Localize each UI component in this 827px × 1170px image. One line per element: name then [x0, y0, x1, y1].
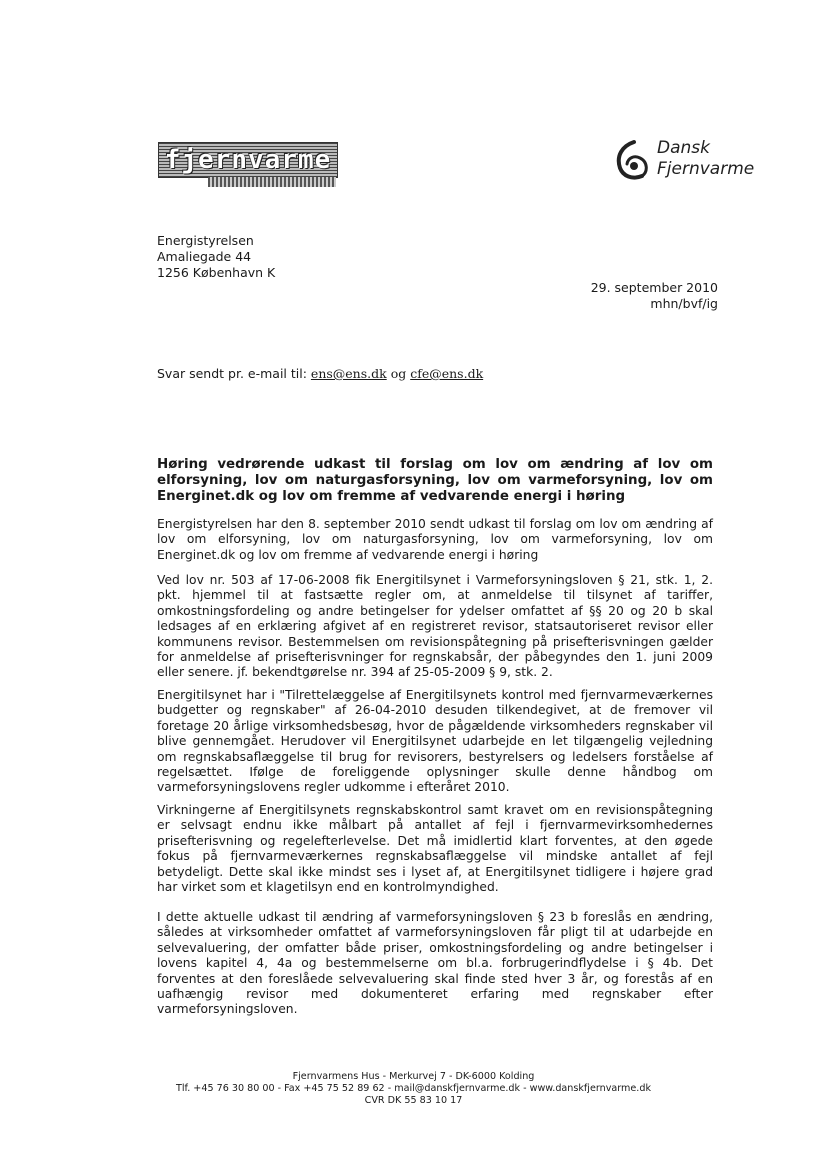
- footer-cvr: CVR DK 55 83 10 17: [364, 1095, 463, 1106]
- email-link-cfe[interactable]: cfe@ens.dk: [410, 366, 484, 381]
- fjernvarme-logo-subline: [208, 177, 336, 187]
- logo-text-dansk: Dansk: [657, 138, 710, 158]
- reply-prefix: Svar sendt pr. e-mail til:: [157, 366, 307, 381]
- letter-heading: Høring vedrørende udkast til forslag om lov om ændring af lov om elforsyning, lov om naturgasforsyning, lov om varmeforsyning, lov om Energinet.dk og lov om fremme af vedvarende energi i høring: [157, 457, 713, 504]
- body-paragraph: I dette aktuelle udkast til ændring af varmeforsyningsloven § 23 b foreslås en ændring, således at virksomheder omfattet af varmeforsyningsloven får pligt til at udarbejde en selvevaluering, der omfatter både priser, omkostningsfordeling og andre betingelser i lovens kapitel 4, 4a og bestemmelserne om bl.a. forbrugerindflydelse i § 4b. Det forventes at den foreslåede selvevaluering skal finde sted hver 3 år, og forestås af en uafhængig revisor med dokumenteret erfaring med regnskaber efter varmeforsyningsloven.: [157, 910, 713, 1017]
- footer-contact: Tlf. +45 76 30 80 00 - Fax +45 75 52 89 62 - mail@danskfjernvarme.dk - www.danskfjernvarme.dk: [176, 1083, 651, 1094]
- footer-address: Fjernvarmens Hus - Merkurvej 7 - DK-6000 Kolding: [292, 1071, 535, 1082]
- swirl-logo-icon: [612, 138, 652, 184]
- recipient-street: Amaliegade 44: [157, 249, 252, 264]
- body-paragraph: Ved lov nr. 503 af 17-06-2008 fik Energitilsynet i Varmeforsyningsloven § 21, stk. 1, 2. pkt. hjemmel til at fastsætte regler om, at anmeldelse til tilsynet af tariffer, omkostningsfordeling og andre betingelser for ydelser omfattet af §§ 20 og 20 b skal ledsages af en erklæring afgivet af en registreret revisor, statsautoriseret revisor eller kommunens revisor. Bestemmelsen om revisionspåtegning på prisefterisvningen gælder for anmeldelse af prisefterisvninger for regnskabsår, der påbegyndes den 1. juni 2009 eller senere. jf. bekendtgørelse nr. 394 af 25-05-2009 § 9, stk. 2.: [157, 573, 713, 680]
- recipient-city: 1256 København K: [157, 265, 276, 280]
- fjernvarme-logo: [158, 142, 336, 188]
- body-paragraph: Energitilsynet har i "Tilrettelæggelse af Energitilsynets kontrol med fjernvarmeværkernes budgetter og regnskaber" af 26-04-2010 desuden tilkendegivet, at de fremover vil foretage 20 årlige virksomhedsbesøg, hvor de pågældende virksomheders regnskaber vil blive gennemgået. Herudover vil Energitilsynet udarbejde en let tilgængelig vejledning om regnskabsaflæggelse til brug for revisorers, bestyrelsers og ledelsers forståelse af regelsættet. Ifølge de foreliggende oplysninger skulle denne håndbog om varmeforsyningslovens regler udkomme i efteråret 2010.: [157, 688, 713, 795]
- date-block: [591, 280, 718, 312]
- letter-reference: mhn/bvf/ig: [650, 296, 718, 311]
- body-paragraph: Energistyrelsen har den 8. september 2010 sendt udkast til forslag om lov om ændring af lov om elforsyning, lov om naturgasforsyning, lov om varmeforsyning, lov om Energinet.dk og lov om fremme af vedvarende energi i høring: [157, 517, 713, 562]
- recipient-name: Energistyrelsen: [157, 233, 254, 248]
- body-paragraph: Virkningerne af Energitilsynets regnskabskontrol samt kravet om en revisionspåtegning er selvsagt endnu ikke målbart på antallet af fejl i fjernvarmevirksomhedernes prisefterisvning og regelefterlevelse. Det må imidlertid klart forventes, at den øgede fokus på fjernvarmeværkernes regnskabsaflæggelse vil mindske antallet af fejl betydeligt. Dette skal ikke mindst ses i lyset af, at Energitilsynet tidligere i højere grad har virket som et klagetilsyn end en kontrolmyndighed.: [157, 803, 713, 895]
- letter-date: 29. september 2010: [590, 280, 718, 295]
- reply-conjunction: og: [390, 366, 407, 381]
- recipient-address: [157, 233, 275, 281]
- email-link-ens[interactable]: ens@ens.dk: [310, 366, 387, 381]
- reply-line: [157, 366, 483, 381]
- logo-text-fjernvarme: Fjernvarme: [657, 159, 755, 179]
- letter-footer: [0, 1071, 827, 1107]
- fjernvarme-wordmark: fjernvarme: [158, 142, 338, 178]
- dansk-fjernvarme-logo: [612, 136, 755, 186]
